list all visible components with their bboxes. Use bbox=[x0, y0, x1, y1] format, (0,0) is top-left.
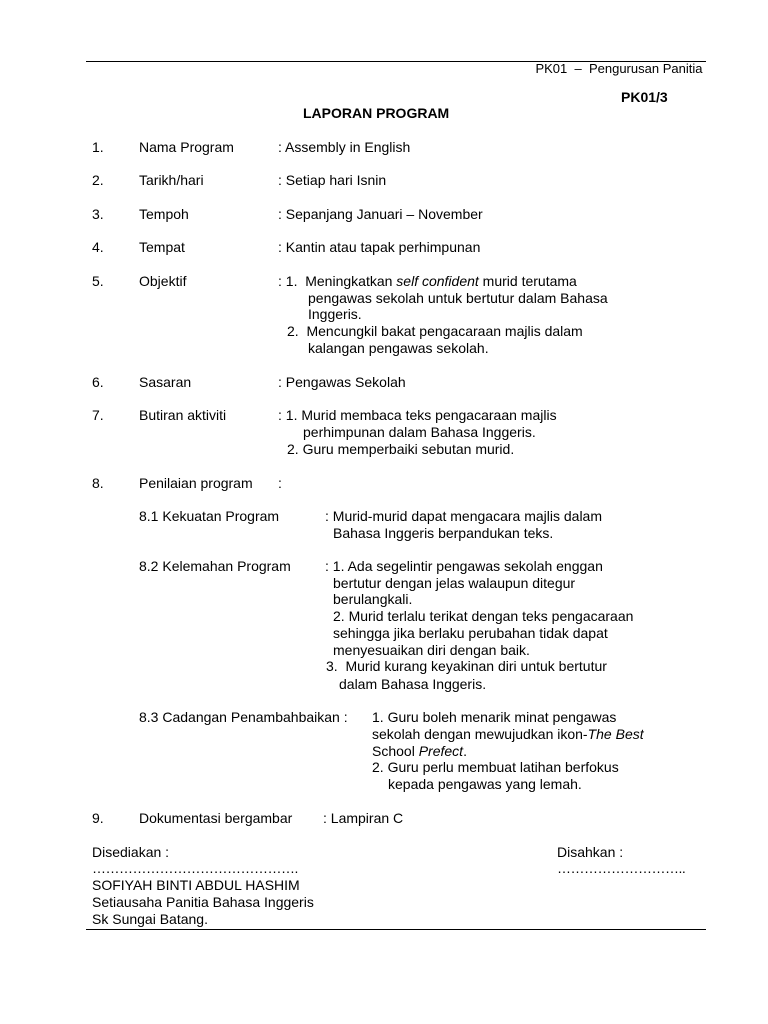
suggestions-line-2: sekolah dengan mewujudkan ikon-The Best bbox=[372, 726, 644, 742]
approved-label: Disahkan : bbox=[557, 844, 624, 860]
weaknesses-line-8: dalam Bahasa Inggeris. bbox=[339, 676, 487, 692]
weaknesses-line-7: 3. Murid kurang keyakinan diri untuk bertutur bbox=[326, 658, 607, 674]
item-number: 4. bbox=[92, 239, 104, 255]
item-value: : Kantin atau tapak perhimpunan bbox=[278, 239, 481, 255]
item-label: Sasaran bbox=[139, 374, 192, 390]
item-label: Nama Program bbox=[139, 139, 234, 155]
activity-line-3: 2. Guru memperbaiki sebutan murid. bbox=[287, 441, 515, 457]
item-value: : Pengawas Sekolah bbox=[278, 374, 406, 390]
header-rule bbox=[86, 61, 706, 62]
strengths-line-1: : Murid-murid dapat mengacara majlis dalam bbox=[325, 508, 602, 524]
item-label: Tarikh/hari bbox=[139, 172, 204, 188]
objective-line-5: kalangan pengawas sekolah. bbox=[308, 340, 489, 356]
weaknesses-line-3: berulangkali. bbox=[333, 591, 413, 607]
signatory-position: Setiausaha Panitia Bahasa Inggeris bbox=[92, 894, 314, 910]
item-number: 2. bbox=[92, 172, 104, 188]
objective-line-2: pengawas sekolah untuk bertutur dalam Bahasa bbox=[308, 290, 608, 306]
weaknesses-line-5: sehingga jika berlaku perubahan tidak dapat bbox=[333, 625, 608, 641]
item-value: : bbox=[278, 475, 282, 491]
header-code: PK01 bbox=[535, 60, 568, 76]
item-label: Tempat bbox=[139, 239, 185, 255]
item-label: Butiran aktiviti bbox=[139, 407, 227, 423]
item-label: Dokumentasi bergambar bbox=[139, 810, 293, 826]
item-label: Tempoh bbox=[139, 206, 189, 222]
strengths-line-2: Bahasa Inggeris berpandukan teks. bbox=[333, 525, 554, 541]
suggestions-line-1: 1. Guru boleh menarik minat pengawas bbox=[372, 709, 617, 725]
weaknesses-line-6: menyesuaikan diri dengan baik. bbox=[333, 642, 530, 658]
suggestions-line-3: School Prefect. bbox=[372, 743, 467, 759]
item-label: Penilaian program bbox=[139, 475, 253, 491]
strengths-label: 8.1 Kekuatan Program bbox=[139, 508, 280, 524]
running-header bbox=[521, 44, 702, 94]
objective-line-1: : 1. Meningkatkan self confident murid terutama bbox=[278, 273, 577, 289]
item-value: : Sepanjang Januari – November bbox=[278, 206, 483, 222]
item-number: 1. bbox=[92, 139, 104, 155]
objective-line-3: Inggeris. bbox=[308, 306, 362, 322]
weaknesses-line-1: : 1. Ada segelintir pengawas sekolah enggan bbox=[325, 558, 603, 574]
prepared-signature-line: ………………………………………. bbox=[92, 860, 298, 876]
item-value: : Assembly in English bbox=[278, 139, 411, 155]
footer-rule bbox=[86, 929, 706, 930]
item-value: : Setiap hari Isnin bbox=[278, 172, 387, 188]
suggestions-line-5: kepada pengawas yang lemah. bbox=[388, 776, 582, 792]
item-label: Objektif bbox=[139, 273, 187, 289]
document-title: LAPORAN PROGRAM bbox=[303, 105, 450, 121]
suggestions-line-4: 2. Guru perlu membuat latihan berfokus bbox=[372, 759, 619, 775]
item-value: : Lampiran C bbox=[323, 810, 404, 826]
objective-line-4: 2. Mencungkil bakat pengacaraan majlis dalam bbox=[287, 323, 583, 339]
self-confident-emphasis: self confident bbox=[396, 273, 479, 289]
item-number: 5. bbox=[92, 273, 104, 289]
item-number: 9. bbox=[92, 810, 104, 826]
item-number: 6. bbox=[92, 374, 104, 390]
document-code: PK01/3 bbox=[621, 89, 668, 105]
item-number: 3. bbox=[92, 206, 104, 222]
weaknesses-label: 8.2 Kelemahan Program bbox=[139, 558, 291, 574]
prefect-emphasis: Prefect bbox=[418, 743, 464, 759]
weaknesses-line-4: 2. Murid terlalu terikat dengan teks pengacaraan bbox=[333, 608, 634, 624]
activity-line-1: : 1. Murid membaca teks pengacaraan majlis bbox=[278, 407, 557, 423]
signatory-school: Sk Sungai Batang. bbox=[92, 911, 208, 927]
item-number: 8. bbox=[92, 475, 104, 491]
weaknesses-line-2: bertutur dengan jelas walaupun ditegur bbox=[333, 575, 576, 591]
header-title: Pengurusan Panitia bbox=[588, 60, 703, 76]
item-number: 7. bbox=[92, 407, 104, 423]
approved-signature-line: ……………………….. bbox=[557, 860, 686, 876]
signatory-name: SOFIYAH BINTI ABDUL HASHIM bbox=[92, 877, 300, 893]
the-best-emphasis: The Best bbox=[587, 726, 644, 742]
suggestions-label: 8.3 Cadangan Penambahbaikan : bbox=[139, 709, 348, 725]
activity-line-2: perhimpunan dalam Bahasa Inggeris. bbox=[303, 424, 536, 440]
header-separator: – bbox=[574, 60, 582, 76]
prepared-label: Disediakan : bbox=[92, 844, 170, 860]
